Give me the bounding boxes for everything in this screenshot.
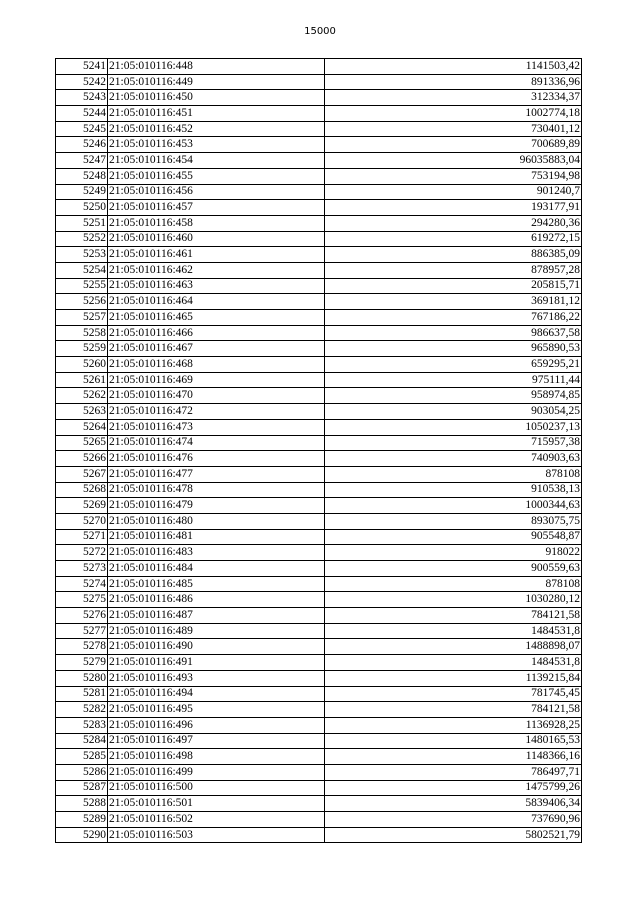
value-cell: 918022: [325, 545, 582, 561]
table-row: [56, 153, 582, 169]
row-number-cell: 5263: [56, 404, 108, 420]
cadastral-number-cell: 21:05:010116:473: [108, 419, 325, 435]
cadastral-number-cell: 21:05:010116:465: [108, 310, 325, 326]
row-number-cell: 5283: [56, 717, 108, 733]
value-cell: 965890,53: [325, 341, 582, 357]
cadastral-number-cell: 21:05:010116:463: [108, 278, 325, 294]
cadastral-number-cell: 21:05:010116:452: [108, 121, 325, 137]
cadastral-number-cell: 21:05:010116:468: [108, 357, 325, 373]
value-cell: 901240,7: [325, 184, 582, 200]
row-number-cell: 5244: [56, 106, 108, 122]
table-row: [56, 357, 582, 373]
cadastral-number-cell: 21:05:010116:503: [108, 827, 325, 843]
cadastral-number-cell: 21:05:010116:470: [108, 388, 325, 404]
table-row: [56, 812, 582, 828]
cadastral-number-cell: 21:05:010116:448: [108, 59, 325, 75]
row-number-cell: 5272: [56, 545, 108, 561]
row-number-cell: 5246: [56, 137, 108, 153]
cadastral-number-cell: 21:05:010116:461: [108, 247, 325, 263]
cadastral-number-cell: 21:05:010116:477: [108, 466, 325, 482]
table-row: [56, 90, 582, 106]
table-row: [56, 435, 582, 451]
row-number-cell: 5270: [56, 513, 108, 529]
table-row: [56, 702, 582, 718]
row-number-cell: 5267: [56, 466, 108, 482]
row-number-cell: 5285: [56, 749, 108, 765]
value-cell: 5802521,79: [325, 827, 582, 843]
row-number-cell: 5261: [56, 372, 108, 388]
cadastral-number-cell: 21:05:010116:491: [108, 655, 325, 671]
table-row: [56, 686, 582, 702]
value-cell: 700689,89: [325, 137, 582, 153]
value-cell: 753194,98: [325, 168, 582, 184]
value-cell: 786497,71: [325, 764, 582, 780]
cadastral-number-cell: 21:05:010116:479: [108, 498, 325, 514]
value-cell: 205815,71: [325, 278, 582, 294]
row-number-cell: 5276: [56, 608, 108, 624]
cadastral-number-cell: 21:05:010116:458: [108, 215, 325, 231]
value-cell: 1148366,16: [325, 749, 582, 765]
cadastral-number-cell: 21:05:010116:457: [108, 200, 325, 216]
cadastral-number-cell: 21:05:010116:489: [108, 623, 325, 639]
registry-table-body: [56, 59, 582, 843]
row-number-cell: 5274: [56, 576, 108, 592]
table-row: [56, 278, 582, 294]
cadastral-number-cell: 21:05:010116:502: [108, 812, 325, 828]
cadastral-number-cell: 21:05:010116:460: [108, 231, 325, 247]
cadastral-number-cell: 21:05:010116:469: [108, 372, 325, 388]
value-cell: 619272,15: [325, 231, 582, 247]
cadastral-number-cell: 21:05:010116:494: [108, 686, 325, 702]
row-number-cell: 5259: [56, 341, 108, 357]
value-cell: 730401,12: [325, 121, 582, 137]
row-number-cell: 5289: [56, 812, 108, 828]
table-row: [56, 59, 582, 75]
value-cell: 1141503,42: [325, 59, 582, 75]
value-cell: 910538,13: [325, 482, 582, 498]
table-row: [56, 780, 582, 796]
table-row: [56, 372, 582, 388]
table-row: [56, 325, 582, 341]
table-row: [56, 215, 582, 231]
row-number-cell: 5284: [56, 733, 108, 749]
cadastral-number-cell: 21:05:010116:476: [108, 451, 325, 467]
value-cell: 975111,44: [325, 372, 582, 388]
cadastral-number-cell: 21:05:010116:449: [108, 74, 325, 90]
cadastral-number-cell: 21:05:010116:496: [108, 717, 325, 733]
table-row: [56, 576, 582, 592]
value-cell: 1000344,63: [325, 498, 582, 514]
table-row: [56, 74, 582, 90]
table-row: [56, 655, 582, 671]
row-number-cell: 5257: [56, 310, 108, 326]
table-row: [56, 466, 582, 482]
value-cell: 312334,37: [325, 90, 582, 106]
table-row: [56, 482, 582, 498]
table-row: [56, 639, 582, 655]
row-number-cell: 5275: [56, 592, 108, 608]
cadastral-number-cell: 21:05:010116:462: [108, 262, 325, 278]
cadastral-number-cell: 21:05:010116:454: [108, 153, 325, 169]
row-number-cell: 5271: [56, 529, 108, 545]
value-cell: 905548,87: [325, 529, 582, 545]
cadastral-number-cell: 21:05:010116:490: [108, 639, 325, 655]
row-number-cell: 5264: [56, 419, 108, 435]
table-row: [56, 545, 582, 561]
table-row: [56, 592, 582, 608]
value-cell: 878108: [325, 576, 582, 592]
cadastral-number-cell: 21:05:010116:485: [108, 576, 325, 592]
value-cell: 886385,09: [325, 247, 582, 263]
table-row: [56, 294, 582, 310]
table-row: [56, 749, 582, 765]
value-cell: 781745,45: [325, 686, 582, 702]
table-row: [56, 247, 582, 263]
value-cell: 5839406,34: [325, 796, 582, 812]
row-number-cell: 5282: [56, 702, 108, 718]
table-row: [56, 184, 582, 200]
table-row: [56, 827, 582, 843]
cadastral-number-cell: 21:05:010116:495: [108, 702, 325, 718]
cadastral-number-cell: 21:05:010116:486: [108, 592, 325, 608]
cadastral-number-cell: 21:05:010116:453: [108, 137, 325, 153]
value-cell: 900559,63: [325, 561, 582, 577]
table-row: [56, 419, 582, 435]
cadastral-number-cell: 21:05:010116:497: [108, 733, 325, 749]
page-number: 15000: [304, 26, 336, 37]
row-number-cell: 5281: [56, 686, 108, 702]
table-row: [56, 498, 582, 514]
row-number-cell: 5280: [56, 670, 108, 686]
value-cell: 96035883,04: [325, 153, 582, 169]
value-cell: 715957,38: [325, 435, 582, 451]
row-number-cell: 5247: [56, 153, 108, 169]
row-number-cell: 5253: [56, 247, 108, 263]
row-number-cell: 5241: [56, 59, 108, 75]
table-row: [56, 262, 582, 278]
value-cell: 784121,58: [325, 608, 582, 624]
registry-table: [55, 58, 582, 843]
row-number-cell: 5243: [56, 90, 108, 106]
row-number-cell: 5255: [56, 278, 108, 294]
row-number-cell: 5250: [56, 200, 108, 216]
cadastral-number-cell: 21:05:010116:478: [108, 482, 325, 498]
row-number-cell: 5251: [56, 215, 108, 231]
cadastral-number-cell: 21:05:010116:456: [108, 184, 325, 200]
table-row: [56, 764, 582, 780]
table-row: [56, 717, 582, 733]
row-number-cell: 5277: [56, 623, 108, 639]
table-row: [56, 341, 582, 357]
value-cell: 193177,91: [325, 200, 582, 216]
value-cell: 903054,25: [325, 404, 582, 420]
value-cell: 1136928,25: [325, 717, 582, 733]
row-number-cell: 5290: [56, 827, 108, 843]
cadastral-number-cell: 21:05:010116:493: [108, 670, 325, 686]
table-row: [56, 529, 582, 545]
cadastral-number-cell: 21:05:010116:464: [108, 294, 325, 310]
table-row: [56, 231, 582, 247]
table-row: [56, 310, 582, 326]
value-cell: 878108: [325, 466, 582, 482]
value-cell: 740903,63: [325, 451, 582, 467]
table-row: [56, 670, 582, 686]
table-row: [56, 608, 582, 624]
cadastral-number-cell: 21:05:010116:474: [108, 435, 325, 451]
value-cell: 767186,22: [325, 310, 582, 326]
value-cell: 1030280,12: [325, 592, 582, 608]
row-number-cell: 5245: [56, 121, 108, 137]
value-cell: 1475799,26: [325, 780, 582, 796]
row-number-cell: 5254: [56, 262, 108, 278]
table-row: [56, 623, 582, 639]
table-row: [56, 451, 582, 467]
value-cell: 1484531,8: [325, 623, 582, 639]
value-cell: 1002774,18: [325, 106, 582, 122]
cadastral-number-cell: 21:05:010116:501: [108, 796, 325, 812]
value-cell: 958974,85: [325, 388, 582, 404]
row-number-cell: 5266: [56, 451, 108, 467]
row-number-cell: 5265: [56, 435, 108, 451]
row-number-cell: 5269: [56, 498, 108, 514]
cadastral-number-cell: 21:05:010116:487: [108, 608, 325, 624]
row-number-cell: 5286: [56, 764, 108, 780]
value-cell: 986637,58: [325, 325, 582, 341]
value-cell: 659295,21: [325, 357, 582, 373]
cadastral-number-cell: 21:05:010116:451: [108, 106, 325, 122]
table-row: [56, 388, 582, 404]
row-number-cell: 5262: [56, 388, 108, 404]
cadastral-number-cell: 21:05:010116:455: [108, 168, 325, 184]
table-row: [56, 121, 582, 137]
table-row: [56, 106, 582, 122]
value-cell: 1139215,84: [325, 670, 582, 686]
table-row: [56, 561, 582, 577]
value-cell: 784121,58: [325, 702, 582, 718]
value-cell: 294280,36: [325, 215, 582, 231]
row-number-cell: 5288: [56, 796, 108, 812]
table-row: [56, 404, 582, 420]
row-number-cell: 5248: [56, 168, 108, 184]
cadastral-number-cell: 21:05:010116:480: [108, 513, 325, 529]
row-number-cell: 5249: [56, 184, 108, 200]
table-row: [56, 137, 582, 153]
row-number-cell: 5273: [56, 561, 108, 577]
value-cell: 891336,96: [325, 74, 582, 90]
value-cell: 893075,75: [325, 513, 582, 529]
row-number-cell: 5287: [56, 780, 108, 796]
cadastral-number-cell: 21:05:010116:481: [108, 529, 325, 545]
row-number-cell: 5242: [56, 74, 108, 90]
row-number-cell: 5268: [56, 482, 108, 498]
value-cell: 1480165,53: [325, 733, 582, 749]
row-number-cell: 5260: [56, 357, 108, 373]
cadastral-number-cell: 21:05:010116:498: [108, 749, 325, 765]
table-row: [56, 733, 582, 749]
row-number-cell: 5278: [56, 639, 108, 655]
value-cell: 878957,28: [325, 262, 582, 278]
row-number-cell: 5279: [56, 655, 108, 671]
value-cell: 1488898,07: [325, 639, 582, 655]
cadastral-number-cell: 21:05:010116:472: [108, 404, 325, 420]
table-row: [56, 513, 582, 529]
table-row: [56, 200, 582, 216]
cadastral-number-cell: 21:05:010116:499: [108, 764, 325, 780]
row-number-cell: 5256: [56, 294, 108, 310]
cadastral-number-cell: 21:05:010116:450: [108, 90, 325, 106]
cadastral-number-cell: 21:05:010116:484: [108, 561, 325, 577]
value-cell: 1484531,8: [325, 655, 582, 671]
row-number-cell: 5258: [56, 325, 108, 341]
cadastral-number-cell: 21:05:010116:467: [108, 341, 325, 357]
cadastral-number-cell: 21:05:010116:500: [108, 780, 325, 796]
table-row: [56, 168, 582, 184]
value-cell: 737690,96: [325, 812, 582, 828]
cadastral-number-cell: 21:05:010116:466: [108, 325, 325, 341]
row-number-cell: 5252: [56, 231, 108, 247]
value-cell: 1050237,13: [325, 419, 582, 435]
cadastral-number-cell: 21:05:010116:483: [108, 545, 325, 561]
table-row: [56, 796, 582, 812]
value-cell: 369181,12: [325, 294, 582, 310]
